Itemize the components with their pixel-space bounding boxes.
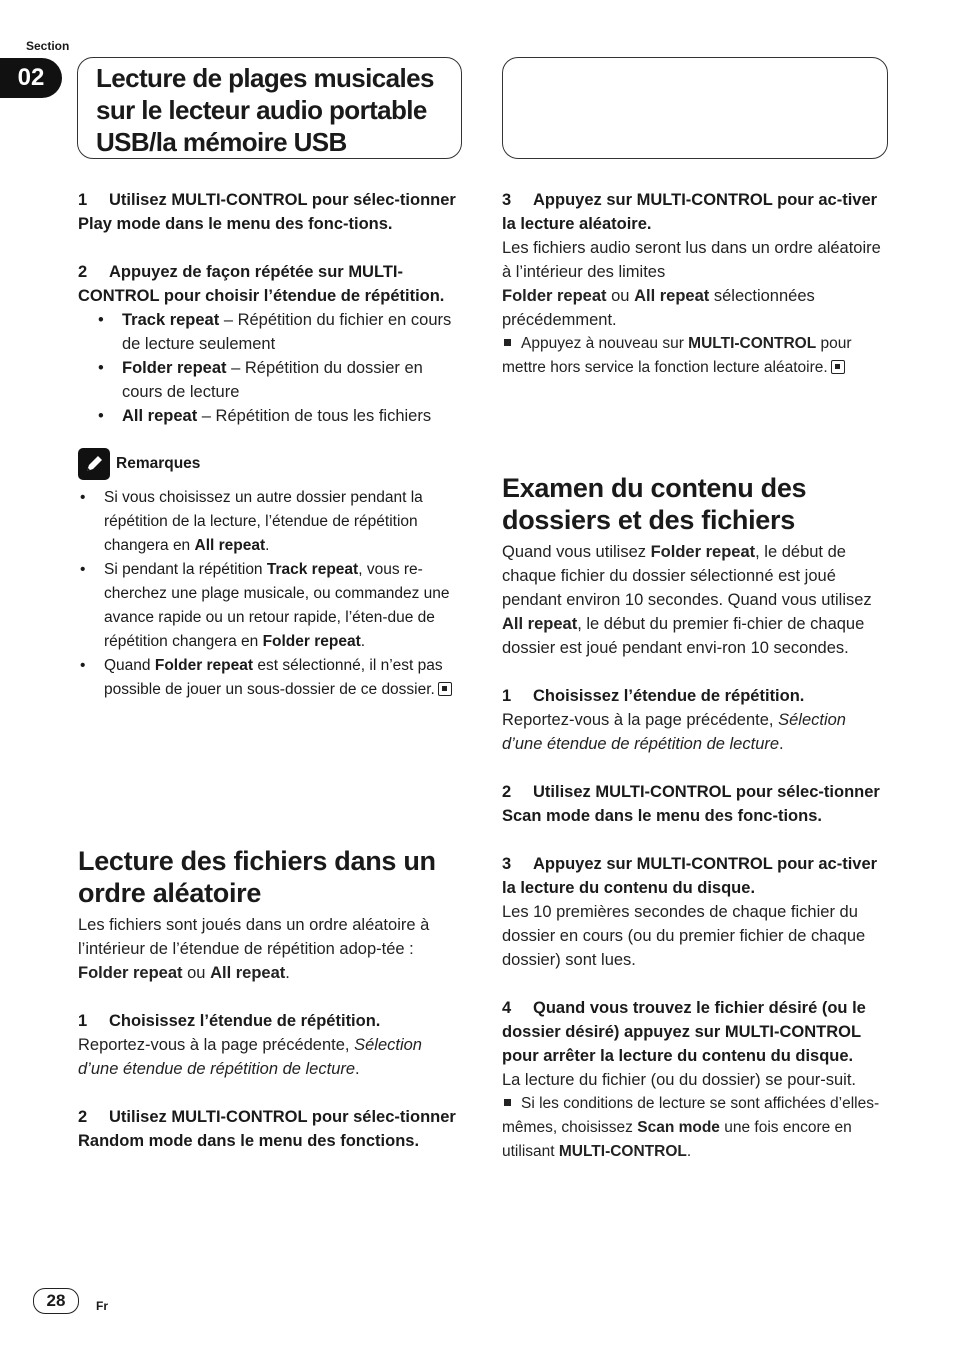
note-square-icon	[504, 1099, 511, 1106]
end-mark-icon	[438, 682, 452, 696]
remarks-header: Remarques	[78, 448, 464, 480]
scan-step-4-note: Si les conditions de lecture se sont affichées d’elles-mêmes, choisissez Scan mode une fois encore en utilisant MULTI-CONTROL.	[502, 1095, 880, 1160]
pencil-icon	[78, 448, 110, 480]
empty-title-box	[502, 57, 888, 159]
left-column	[78, 188, 464, 702]
random-section	[78, 845, 464, 1153]
scan-step-4-body: La lecture du fichier (ou du dossier) se pour-suit.	[502, 1071, 857, 1089]
scan-step-1: 1 Choisissez l’étendue de répétition.	[502, 687, 805, 705]
scan-step-4: 4 Quand vous trouvez le fichier désiré (ou le dossier désiré) appuyez sur MULTI-CONTROL pour arrêter la lecture du contenu du disque.	[502, 999, 866, 1065]
scan-step-2: 2 Utilisez MULTI-CONTROL pour sélec-tionner Scan mode dans le menu des fonc-tions.	[502, 783, 880, 825]
scan-section	[502, 472, 888, 1164]
list-item: • All repeat – Répétition de tous les fichiers	[98, 407, 432, 425]
list-item: • Si pendant la répétition Track repeat, vous re-cherchez une plage musicale, ou commandez une avance rapide ou un retour rapide, l’éten-due de répétition changera en Folder repeat.	[80, 561, 450, 650]
random-step-3-note: Appuyez à nouveau sur MULTI-CONTROL pour mettre hors service la fonction lecture aléatoire.	[502, 335, 852, 376]
section-number-badge: 02	[0, 58, 62, 98]
right-column	[502, 188, 888, 380]
scan-step-3-body: Les 10 premières secondes de chaque fichier du dossier en cours (ou du premier fichier de chaque dossier) sont lues.	[502, 903, 866, 969]
end-mark-icon	[831, 360, 845, 374]
list-item: • Folder repeat – Répétition du dossier en cours de lecture	[98, 359, 423, 401]
list-item: • Track repeat – Répétition du fichier en cours de lecture seulement	[98, 311, 452, 353]
step-1: 1 Utilisez MULTI-CONTROL pour sélec-tionner Play mode dans le menu des fonc-tions.	[78, 191, 456, 233]
page-title: Lecture de plages musicales sur le lecteur audio portable USB/la mémoire USB	[77, 57, 462, 159]
scan-step-1-body: Reportez-vous à la page précédente, Sélection d’une étendue de répétition de lecture.	[502, 711, 846, 753]
random-step-2: 2 Utilisez MULTI-CONTROL pour sélec-tionner Random mode dans le menu des fonctions.	[78, 1108, 456, 1150]
step-2: 2 Appuyez de façon répétée sur MULTI-CONTROL pour choisir l’étendue de répétition.	[78, 263, 445, 305]
random-step-3: 3 Appuyez sur MULTI-CONTROL pour ac-tiver la lecture aléatoire.	[502, 191, 878, 233]
list-item: • Si vous choisissez un autre dossier pendant la répétition de la lecture, l’étendue de répétition changera en All repeat.	[80, 489, 423, 554]
random-heading: Lecture des fichiers dans un ordre aléatoire	[78, 846, 436, 908]
random-step-1-body: Reportez-vous à la page précédente, Sélection d’une étendue de répétition de lecture.	[78, 1036, 422, 1078]
random-step-1: 1 Choisissez l’étendue de répétition.	[78, 1012, 381, 1030]
repeat-options-list	[78, 308, 464, 428]
random-intro: Les fichiers sont joués dans un ordre aléatoire à l’intérieur de l’étendue de répétition adop-tée : Folder repeat ou All repeat.	[78, 916, 430, 982]
remarks-list	[78, 486, 464, 702]
language-label: Fr	[96, 1299, 108, 1313]
scan-step-3: 3 Appuyez sur MULTI-CONTROL pour ac-tiver la lecture du contenu du disque.	[502, 855, 878, 897]
scan-heading: Examen du contenu des dossiers et des fichiers	[502, 473, 807, 535]
page-number: 28	[33, 1288, 79, 1314]
note-square-icon	[504, 339, 511, 346]
scan-intro: Quand vous utilisez Folder repeat, le début de chaque fichier du dossier sélectionné est joué pendant environ 10 secondes. Quand vous utilisez All repeat, le début du premier fi-chier de chaque dossier est joué pendant envi-ron 10 secondes.	[502, 543, 872, 657]
list-item: • Quand Folder repeat est sélectionné, il n’est pas possible de jouer un sous-dossier de ce dossier.	[78, 654, 464, 702]
random-step-3-body: Les fichiers audio seront lus dans un ordre aléatoire à l’intérieur des limites Folder repeat ou All repeat sélectionnées précédemment.	[502, 239, 881, 329]
section-label: Section	[26, 39, 70, 53]
